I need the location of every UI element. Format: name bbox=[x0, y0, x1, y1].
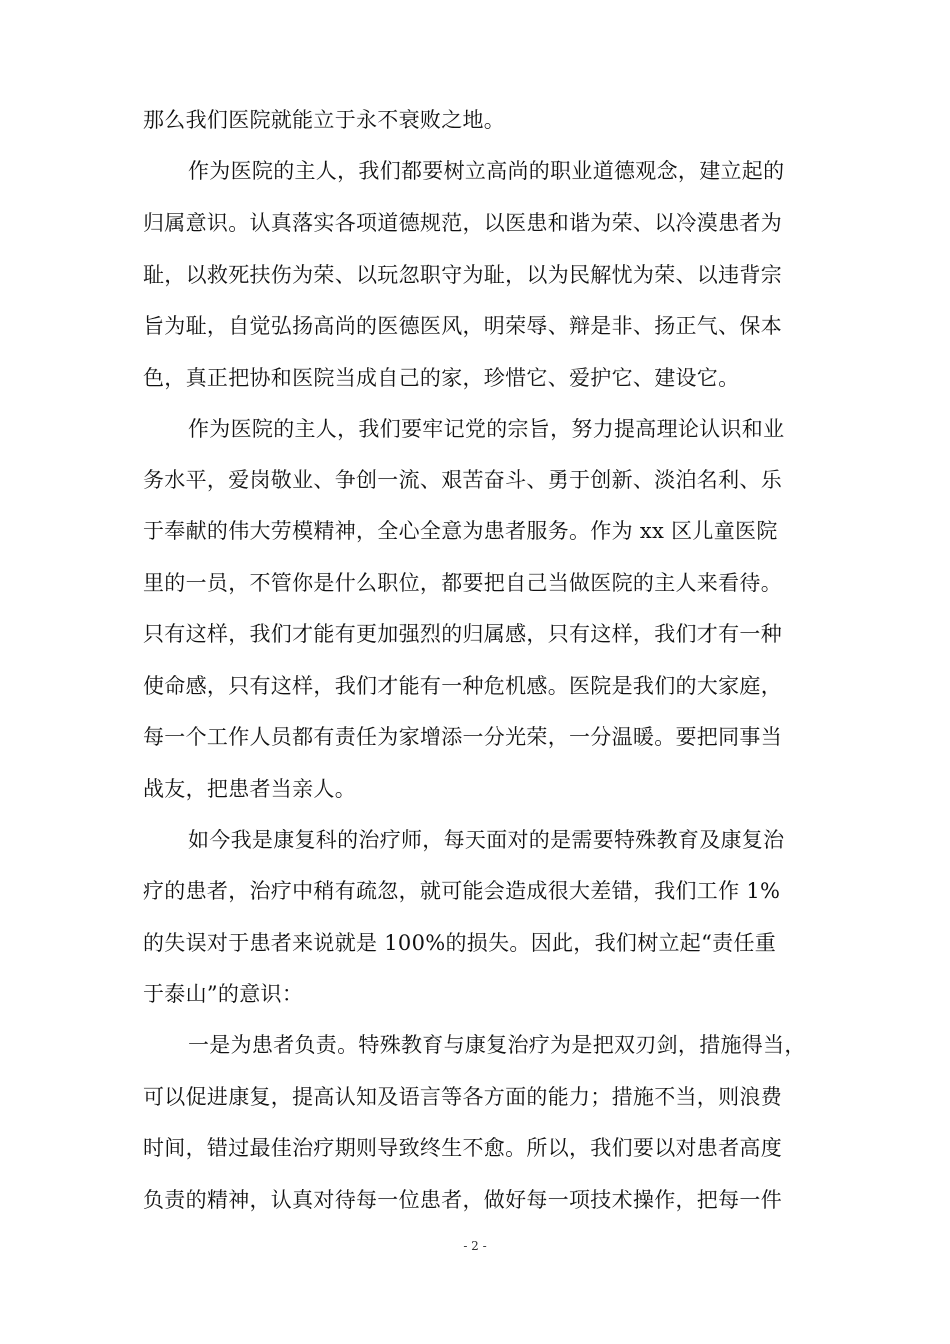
text-line: 战友，把患者当亲人。 bbox=[143, 777, 356, 801]
text-line: 旨为耻，自觉弘扬高尚的医德医风，明荣辱、辩是非、扬正气、保本 bbox=[143, 314, 782, 338]
text-line: 疗的患者，治疗中稍有疏忽，就可能会造成很大差错，我们工作 1% bbox=[143, 879, 781, 903]
text-line: 每一个工作人员都有责任为家增添一分光荣，一分温暖。要把同事当 bbox=[143, 725, 782, 749]
text-line: 务水平，爱岗敬业、争创一流、艰苦奋斗、勇于创新、淡泊名利、乐 bbox=[143, 468, 782, 492]
text-line: 可以促进康复，提高认知及语言等各方面的能力；措施不当，则浪费 bbox=[143, 1085, 782, 1109]
text-line: 耻，以救死扶伤为荣、以玩忽职守为耻，以为民解忧为荣、以违背宗 bbox=[143, 263, 782, 287]
text-line: 作为医院的主人，我们要牢记党的宗旨，努力提高理论认识和业 bbox=[188, 417, 785, 441]
text-line: 色，真正把协和医院当成自己的家，珍惜它、爱护它、建设它。 bbox=[143, 366, 740, 390]
text-line: 使命感，只有这样，我们才能有一种危机感。医院是我们的大家庭， bbox=[143, 674, 782, 698]
text-line: 一是为患者负责。特殊教育与康复治疗为是把双刃剑，措施得当， bbox=[188, 1033, 806, 1057]
text-line: 作为医院的主人，我们都要树立高尚的职业道德观念，建立起的 bbox=[188, 159, 785, 183]
text-line: 于奉献的伟大劳模精神，全心全意为患者服务。作为 xx 区儿童医院 bbox=[143, 519, 778, 543]
text-line: 负责的精神，认真对待每一位患者，做好每一项技术操作，把每一件 bbox=[143, 1188, 782, 1212]
text-line: 那么我们医院就能立于永不衰败之地。 bbox=[143, 108, 506, 132]
text-line: 里的一员，不管你是什么职位，都要把自己当做医院的主人来看待。 bbox=[143, 571, 782, 595]
page-number: - 2 - bbox=[463, 1239, 487, 1253]
text-line: 的失误对于患者来说就是 100%的损失。因此，我们树立起“责任重 bbox=[143, 931, 777, 955]
text-line: 归属意识。认真落实各项道德规范，以医患和谐为荣、以冷漠患者为 bbox=[143, 211, 782, 235]
text-line: 只有这样，我们才能有更加强烈的归属感，只有这样，我们才有一种 bbox=[143, 622, 782, 646]
text-line: 如今我是康复科的治疗师，每天面对的是需要特殊教育及康复治 bbox=[188, 828, 785, 852]
text-line: 于泰山”的意识： bbox=[143, 982, 304, 1006]
text-line: 时间，错过最佳治疗期则导致终生不愈。所以，我们要以对患者高度 bbox=[143, 1136, 782, 1160]
